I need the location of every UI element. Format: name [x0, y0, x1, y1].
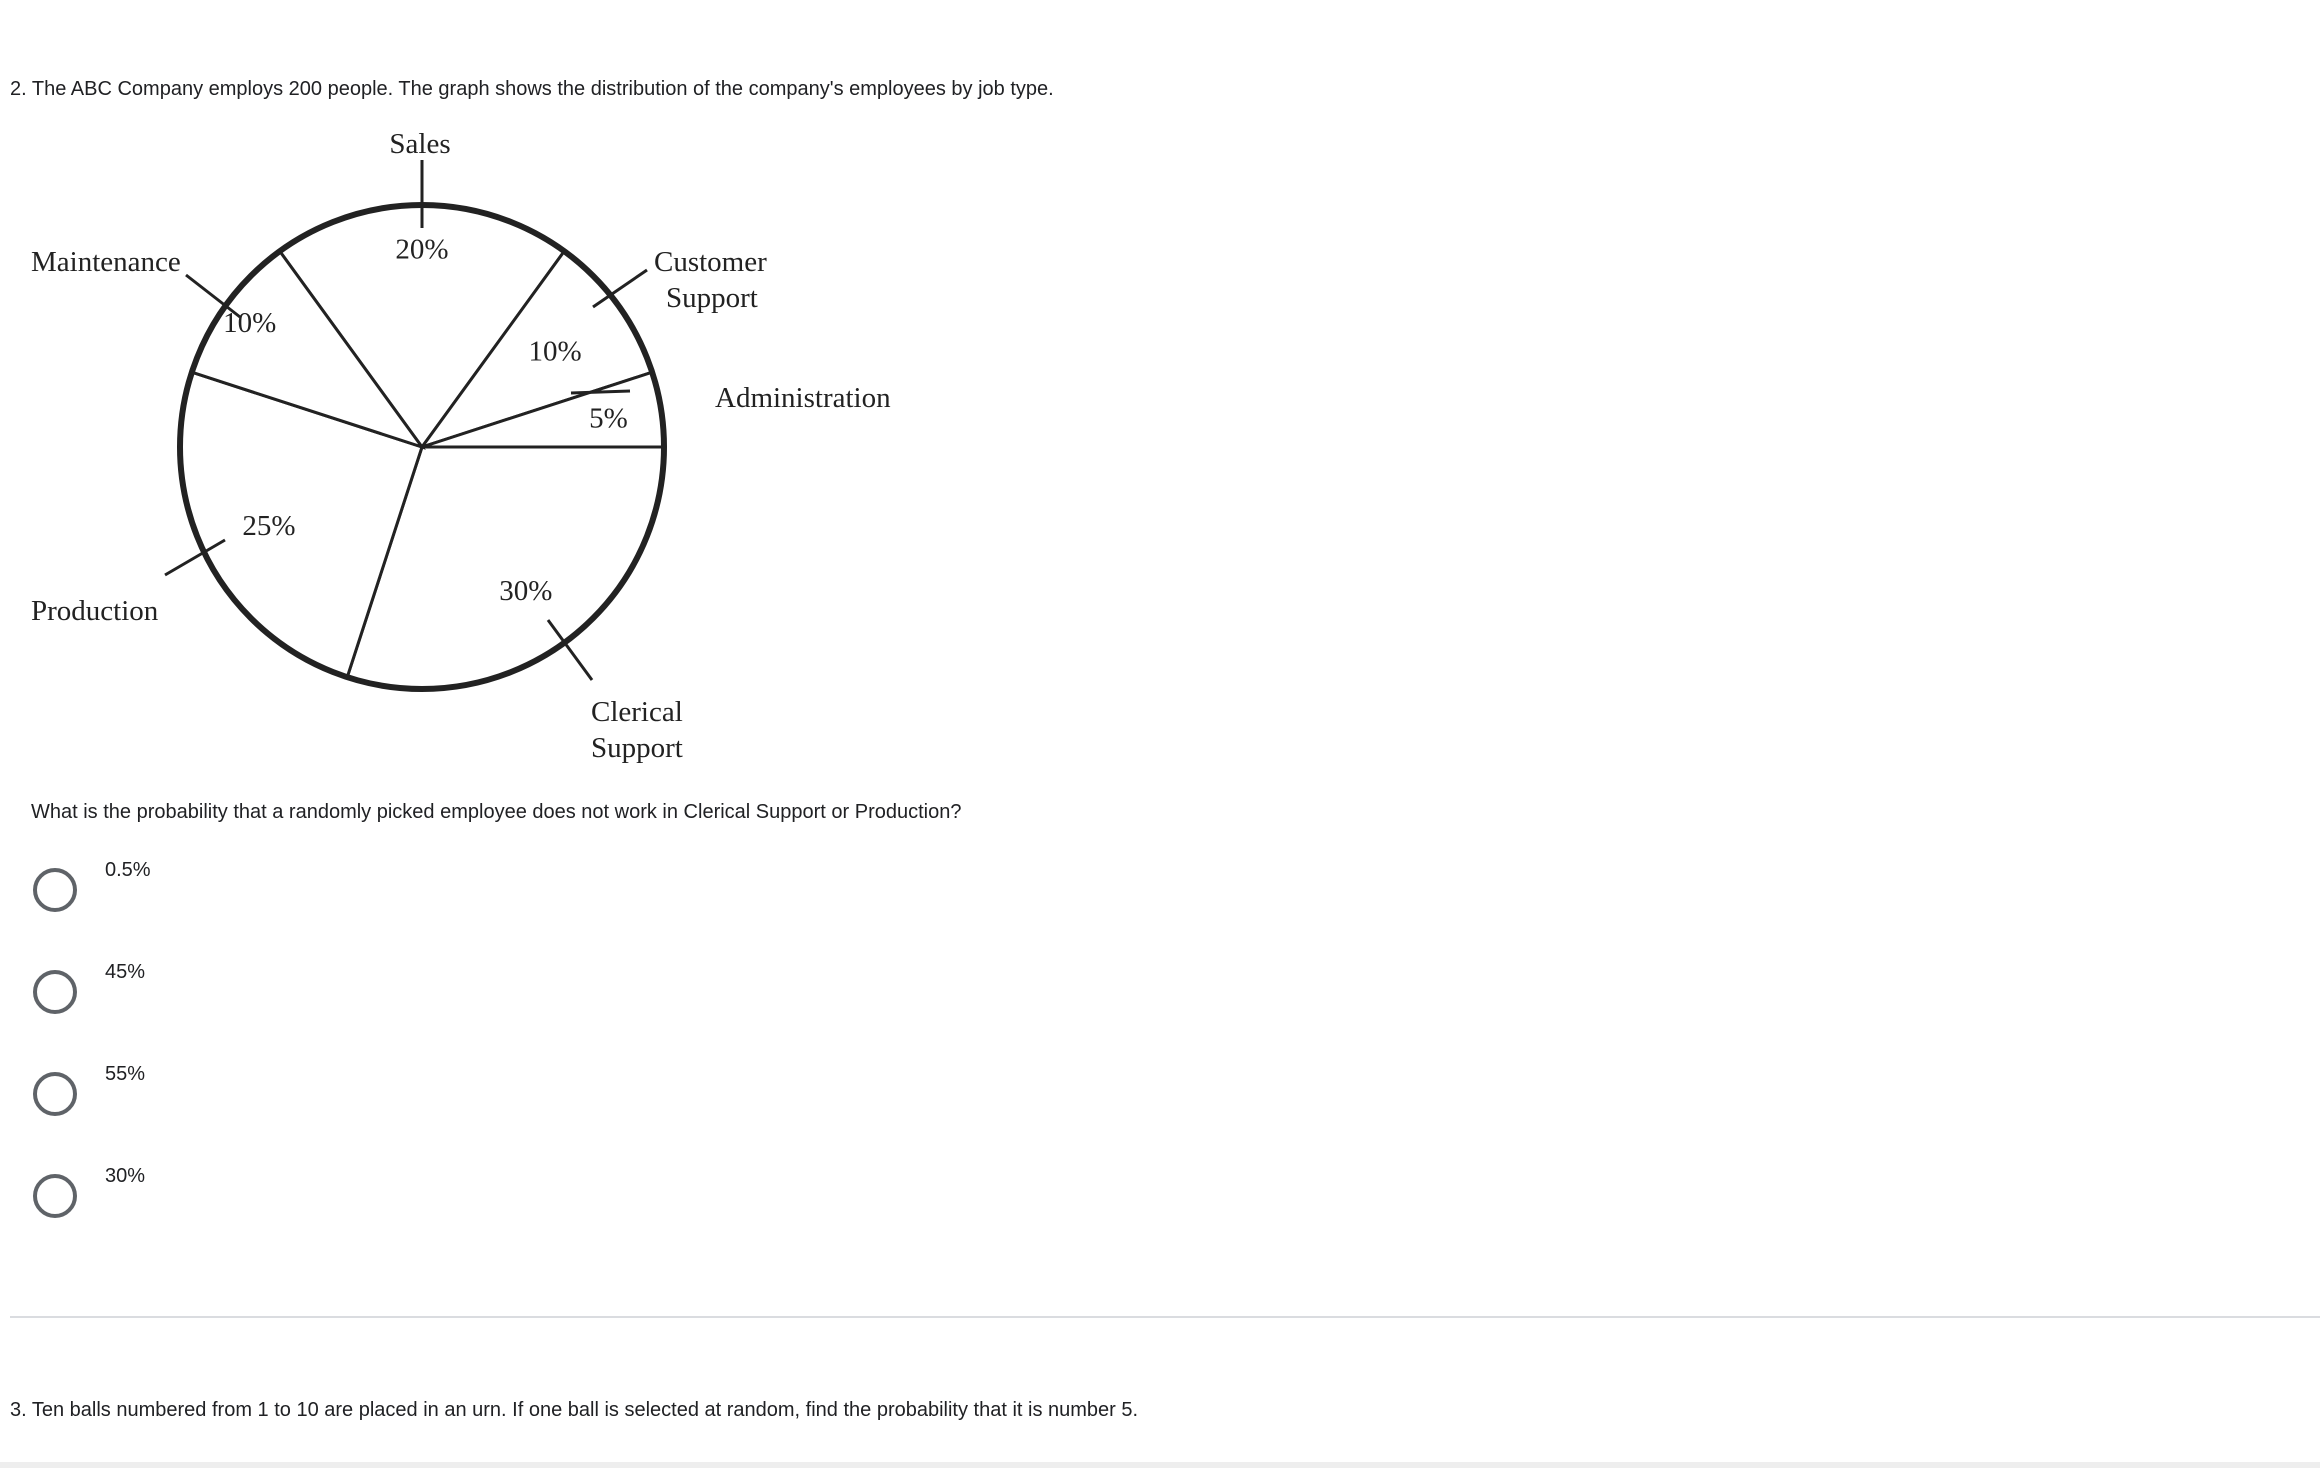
category-label-administration: Administration — [715, 382, 891, 414]
slice-value-label-production: 25% — [242, 510, 296, 543]
radio-button[interactable] — [33, 868, 77, 912]
slice-value-label-administration: 5% — [589, 402, 628, 435]
answer-option[interactable] — [33, 859, 433, 924]
option-label: 45% — [105, 961, 146, 983]
answer-option[interactable] — [33, 961, 433, 1026]
category-label-sales: Sales — [389, 128, 451, 160]
pie-chart — [10, 120, 950, 780]
radio-button[interactable] — [33, 970, 77, 1014]
slice-value-label-maintenance: 10% — [223, 306, 277, 339]
option-label: 30% — [105, 1165, 146, 1187]
pie-chart-svg — [10, 120, 950, 780]
question-3-text: 3. Ten balls numbered from 1 to 10 are placed in an urn. If one ball is selected at random, find the probability that it is number 5. — [10, 1399, 1139, 1421]
radio-button[interactable] — [33, 1072, 77, 1116]
category-label-customer-support-line2: Support — [666, 282, 758, 314]
question-2-prompt: What is the probability that a randomly picked employee does not work in Clerical Support or Production? — [31, 801, 962, 823]
slice-value-label-sales: 20% — [395, 233, 449, 266]
answer-option[interactable] — [33, 1063, 433, 1128]
next-question-strip — [0, 1462, 2320, 1468]
category-label-customer-support-line1: Customer — [654, 246, 767, 278]
question-2-text: 2. The ABC Company employs 200 people. The graph shows the distribution of the company's employees by job type. — [10, 78, 1054, 100]
answer-option[interactable] — [33, 1165, 433, 1230]
slice-value-label-clerical-support: 30% — [499, 574, 553, 607]
option-label: 0.5% — [105, 859, 151, 881]
category-label-clerical-support-line2: Support — [591, 732, 683, 764]
section-divider — [10, 1316, 2320, 1318]
category-label-production: Production — [31, 595, 159, 627]
category-label-clerical-support-line1: Clerical — [591, 696, 683, 728]
leader-line-administration — [571, 391, 630, 393]
option-label: 55% — [105, 1063, 146, 1085]
radio-button[interactable] — [33, 1174, 77, 1218]
category-label-maintenance: Maintenance — [31, 246, 181, 278]
slice-value-label-customer-support: 10% — [528, 335, 582, 368]
